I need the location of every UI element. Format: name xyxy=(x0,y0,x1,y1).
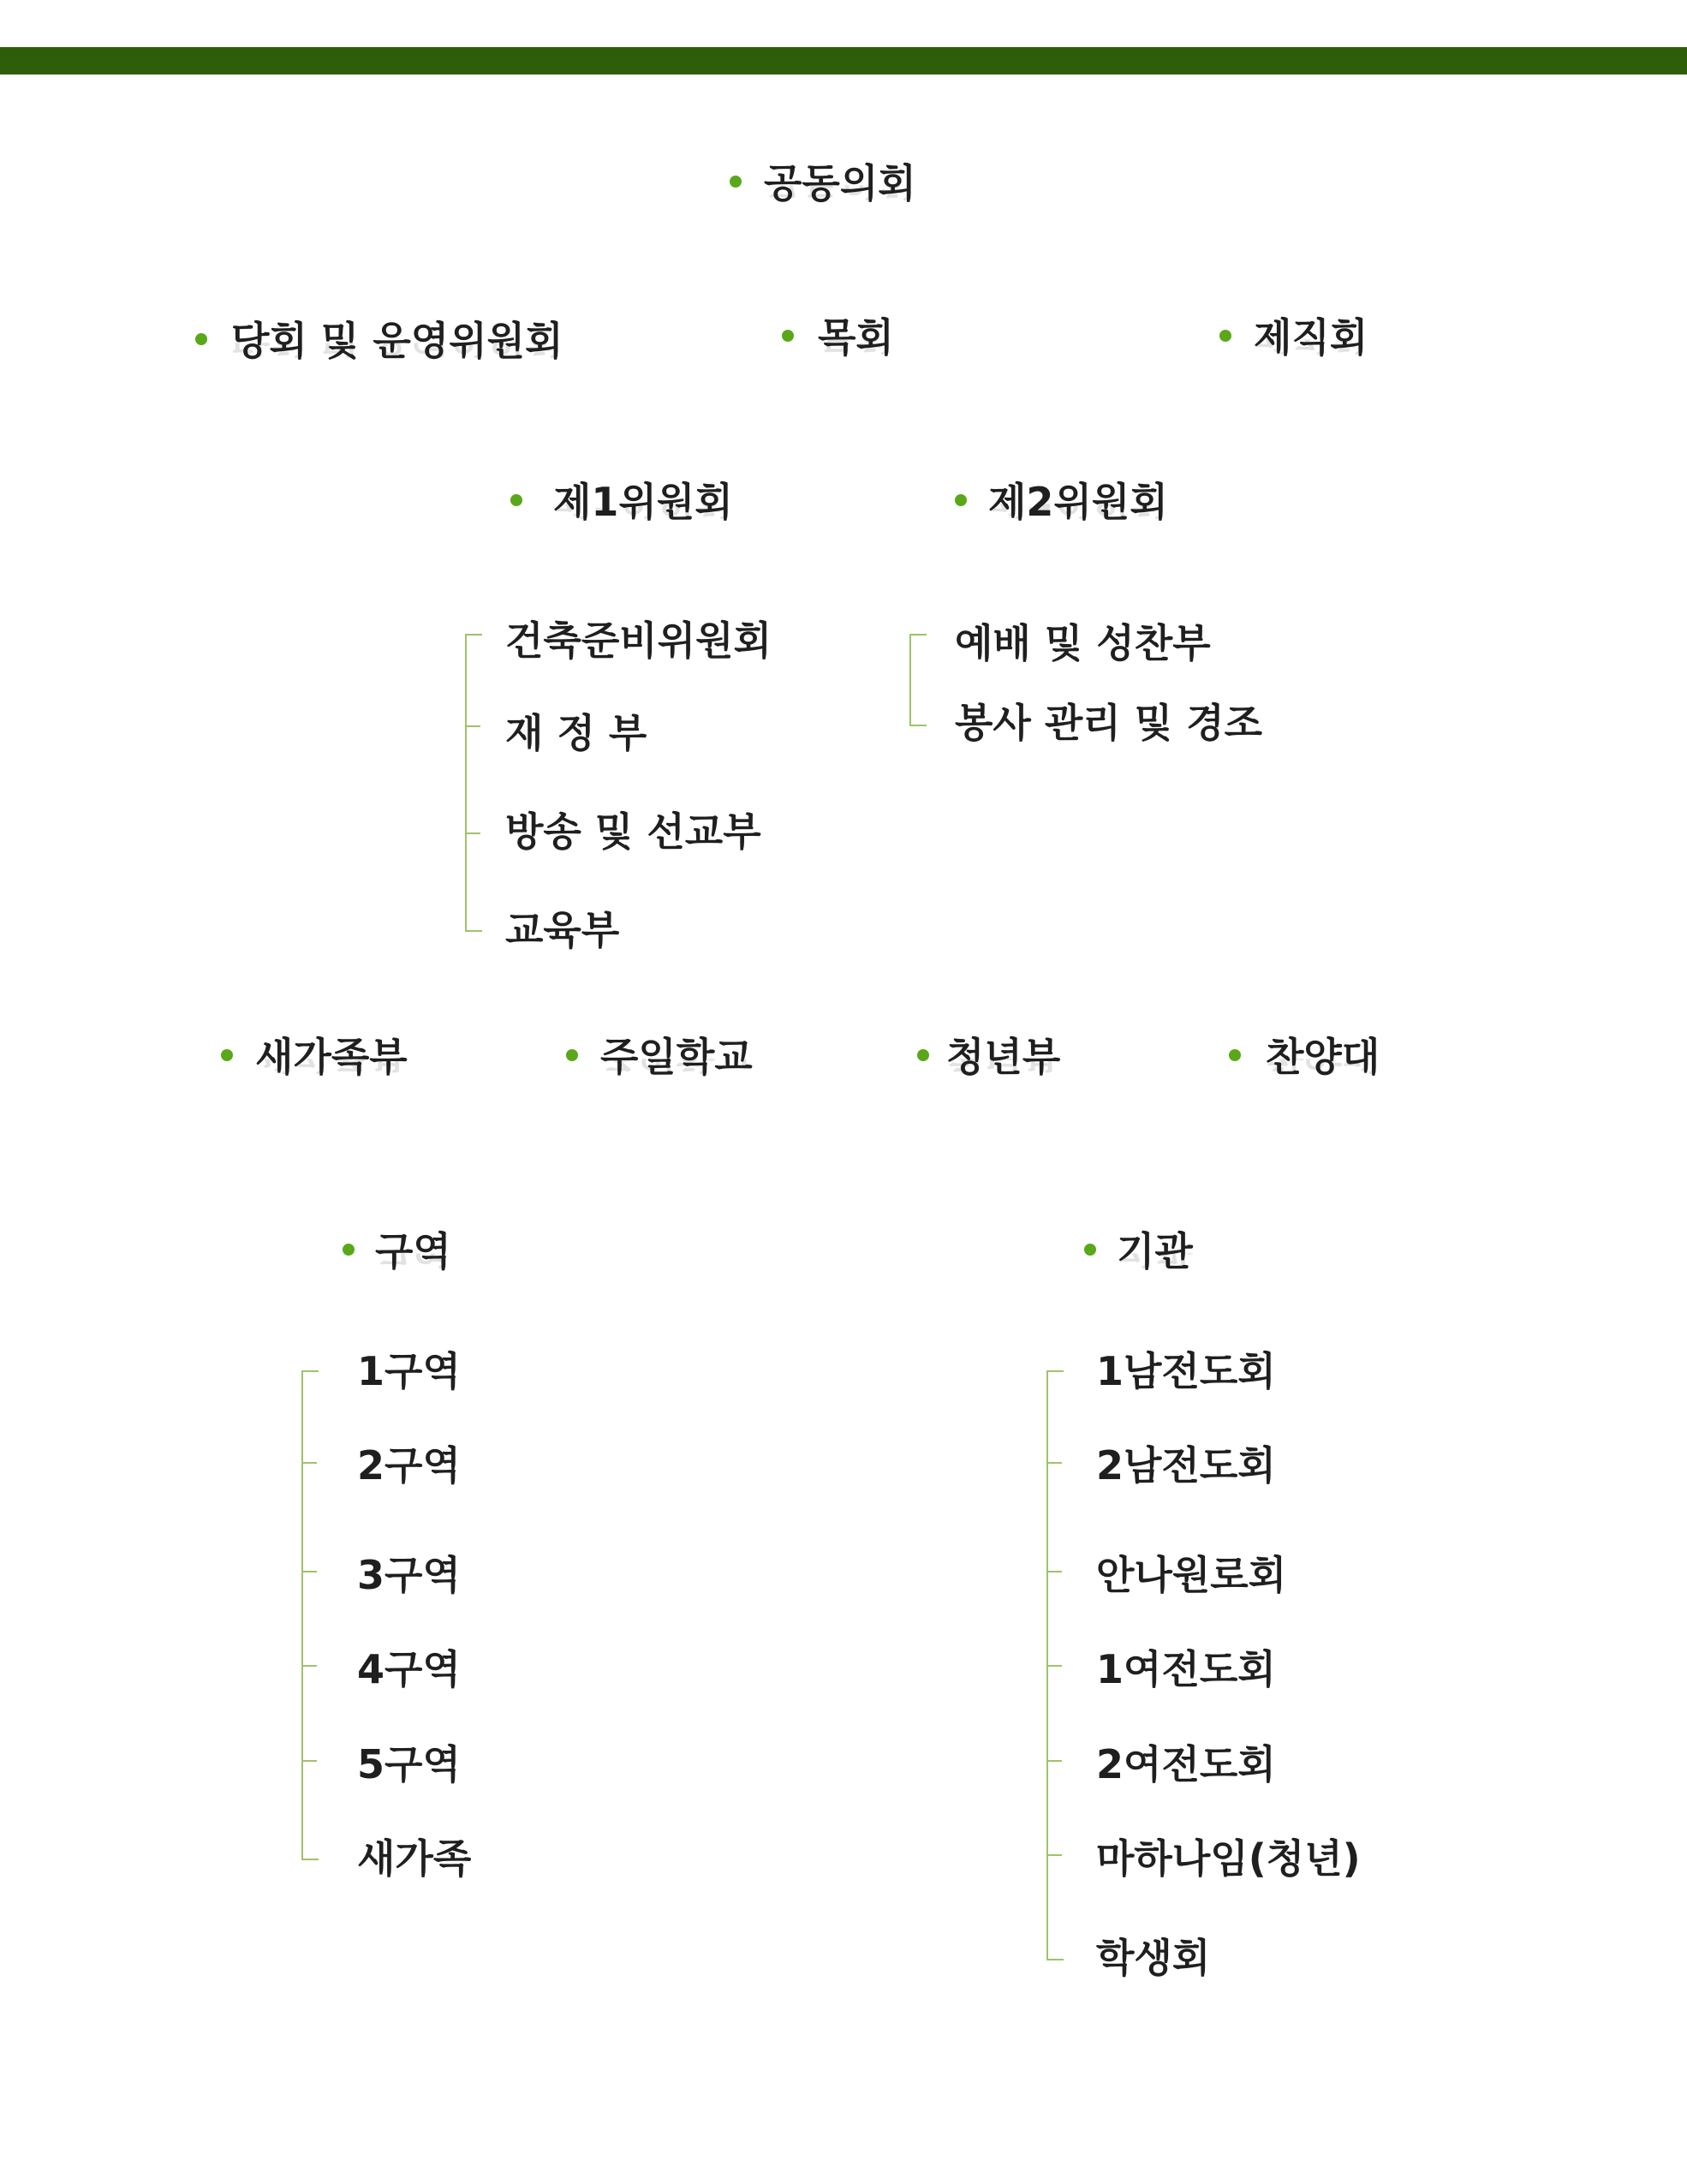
connector-tick xyxy=(1046,1462,1062,1464)
committee2-item: 봉사 관리 및 경조 xyxy=(955,700,1263,746)
organization-item: 2여전도회 xyxy=(1096,1741,1276,1787)
committee2-connector xyxy=(909,634,927,726)
connector-tick xyxy=(465,725,480,727)
district-item: 새가족 xyxy=(357,1835,472,1882)
node-joint-council xyxy=(730,152,916,209)
connector-tick xyxy=(465,832,480,834)
bullet-icon xyxy=(1229,1049,1241,1061)
connector-tick xyxy=(301,1462,317,1464)
bullet-icon xyxy=(343,1244,355,1256)
node-label: 청년부 청년부 xyxy=(946,1026,1060,1083)
connector-tick xyxy=(1046,1760,1062,1762)
node-label: 제2위원회 제2위원회 xyxy=(988,471,1168,528)
node-deacons xyxy=(1219,307,1368,363)
committee1-item: 교육부 xyxy=(505,907,620,953)
node-label: 제직회 제직회 xyxy=(1254,307,1368,363)
organization-item: 1여전도회 xyxy=(1096,1646,1276,1692)
node-label: 목회 목회 xyxy=(818,307,894,363)
node-label: 구역 구역 xyxy=(375,1220,451,1277)
node-label: 기관 기관 xyxy=(1117,1220,1193,1277)
committee1-item: 재 정 부 xyxy=(505,710,647,756)
district-item: 5구역 xyxy=(357,1741,461,1787)
node-sunday-school xyxy=(566,1026,753,1083)
node-pastoral xyxy=(782,307,894,363)
node-label: 찬양대 찬양대 xyxy=(1266,1026,1380,1083)
committee2-item: 예배 및 성찬부 xyxy=(955,620,1211,666)
node-label: 당회 및 운영위원회 당회 및 운영위원회 xyxy=(231,310,563,367)
top-accent-bar xyxy=(0,47,1687,75)
bullet-icon xyxy=(917,1049,929,1061)
organization-item: 마하나임(청년) xyxy=(1096,1835,1361,1882)
node-label: 새가족부 새가족부 xyxy=(255,1026,408,1083)
organization-item: 1남전도회 xyxy=(1096,1348,1276,1394)
organization-item: 학생회 xyxy=(1096,1935,1211,1981)
node-label: 제1위원회 제1위원회 xyxy=(553,471,733,528)
district-item: 1구역 xyxy=(357,1348,461,1394)
bullet-icon xyxy=(1219,330,1231,342)
node-district xyxy=(343,1220,451,1277)
committee1-item: 방송 및 선교부 xyxy=(505,809,761,855)
bullet-icon xyxy=(195,333,207,345)
bullet-icon xyxy=(510,494,522,506)
connector-tick xyxy=(301,1571,317,1572)
bullet-icon xyxy=(221,1049,233,1061)
node-new-family xyxy=(221,1026,408,1083)
node-label: 공동의회 공동의회 xyxy=(764,152,916,209)
connector-tick xyxy=(1046,1854,1062,1856)
bullet-icon xyxy=(1084,1244,1096,1256)
district-item: 3구역 xyxy=(357,1552,461,1598)
bullet-icon xyxy=(730,176,742,188)
bullet-icon xyxy=(566,1049,578,1061)
node-label: 주일학교 주일학교 xyxy=(600,1026,753,1083)
connector-tick xyxy=(1046,1665,1062,1667)
connector-tick xyxy=(1046,1571,1062,1572)
node-session xyxy=(195,310,563,367)
connector-tick xyxy=(301,1760,317,1762)
organization-item: 2남전도회 xyxy=(1096,1442,1276,1489)
bullet-icon xyxy=(955,494,967,506)
node-committee1 xyxy=(510,471,733,528)
node-committee2 xyxy=(955,471,1168,528)
node-choir xyxy=(1229,1026,1380,1083)
node-youth xyxy=(917,1026,1060,1083)
node-organizations xyxy=(1084,1220,1193,1277)
committee1-connector xyxy=(465,634,482,932)
organization-item: 안나원로회 xyxy=(1096,1552,1287,1598)
connector-tick xyxy=(301,1665,317,1667)
district-connector xyxy=(301,1370,319,1860)
district-item: 4구역 xyxy=(357,1646,461,1692)
bullet-icon xyxy=(782,330,794,342)
committee1-item: 건축준비위원회 xyxy=(505,618,772,664)
district-item: 2구역 xyxy=(357,1442,461,1489)
